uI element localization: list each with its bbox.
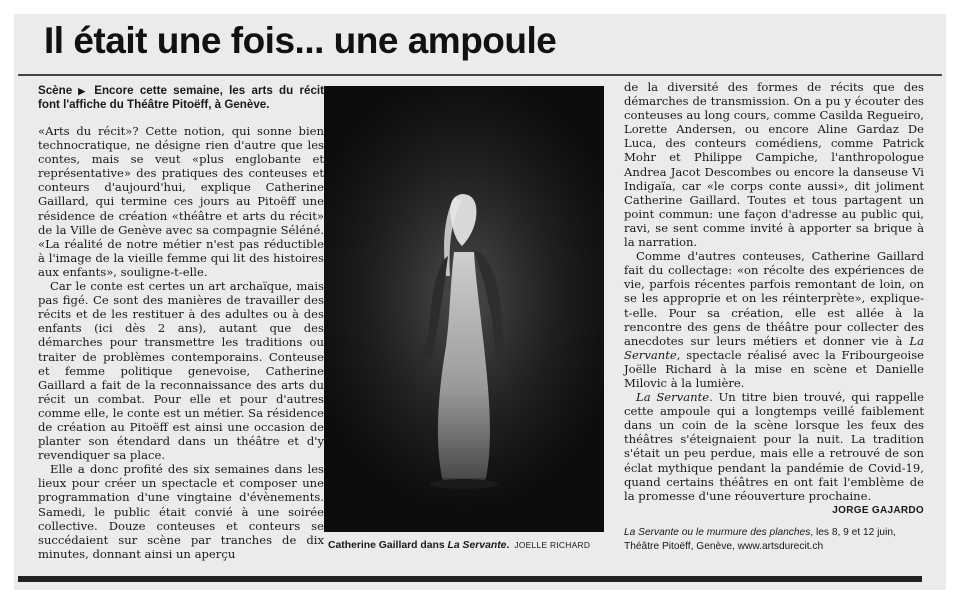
article-lead xyxy=(38,84,324,112)
show-venue: Théâtre Pitoëff, Genève, www.artsdurecit.ch xyxy=(624,540,824,552)
title-rule xyxy=(18,74,942,76)
show-info xyxy=(624,526,924,554)
article-photo xyxy=(324,86,604,532)
show-title: La Servante ou le murmure des planches xyxy=(624,526,811,538)
lead-text: Encore cette semaine, les arts du récit font l'affiche du Théâtre Pitoëff, à Genève. xyxy=(38,84,324,111)
caption-text: Catherine Gaillard dans La Servante. xyxy=(328,540,510,551)
paragraph: Elle a donc profité des six semaines dans les lieux pour créer un spectacle et composer une programmation d'une vingtaine d'évènements. Samedi, le public était convié à une soirée collective. Douze conteuses et conteurs se succédaient sur scène par tranches de dix minutes, donnant ainsi un aperçu xyxy=(38,462,324,561)
performer-figure xyxy=(324,86,604,532)
paragraph: Car le conte est certes un art archaïque, mais pas figé. Ce sont des manières de travailler des récits et de les restituer à des adultes ou à des enfants (ici dès 2 ans), autant que des démarches pour transmettre les traditions ou traiter de problèmes contemporains. Conteuse et femme politique genevoise, Catherine Gaillard a fait de la reconnaissance des arts du récit un combat. Pour elle et pour d'autres comme elle, le conte est un métier. Sa résidence de création au Pitoëff est ainsi une occasion de planter son étendard dans un théâtre et d'y revendiquer sa place. xyxy=(38,279,324,463)
paragraph: de la diversité des formes de récits que des démarches de transmission. On a pu y écouter des conteuses au long cours, comme Casilda Regueiro, Lorette Andersen, ou encore Aline Gardaz De Luca, des conteurs comédiens, comme Patrick Mohr et Philippe Campiche, l'anthropologue Andrea Jacot Descombes ou encore la danseuse Vi Indigaïa, car «le corps conte aussi», dit joliment Catherine Gaillard. Toutes et tous partagent un point commun: une façon d'adresse au public qui, ravi, se sent comme invité à apporter sa brique à la narration. xyxy=(624,80,924,250)
rubric-label: Scène xyxy=(38,84,73,97)
photo-caption xyxy=(328,540,618,551)
article-title: Il était une fois... une ampoule xyxy=(44,20,557,61)
bottom-rule xyxy=(18,576,922,582)
photo-credit: JOELLE RICHARD xyxy=(514,540,591,550)
rubric-arrow-icon: ▶ xyxy=(75,86,89,96)
column-left xyxy=(38,84,324,561)
show-dates: , les 8, 9 et 12 juin, xyxy=(810,526,896,538)
newspaper-page xyxy=(14,14,946,590)
paragraph: Comme d'autres conteuses, Catherine Gaillard fait du collectage: «on récolte des expériences de vie, parfois récentes parfois remontant de loin, on se les approprie et on les réinterprète», explique-t-elle. Pour sa création, elle est allée à la rencontre des gens de théâtre pour collecter des anecdotes sur leurs métiers et donner vie à La Servante, spectacle réalisé avec la Fribourgeoise Joëlle Richard à la mise en scène et Danielle Milovic à la lumière. xyxy=(624,249,924,390)
paragraph: La Servante. Un titre bien trouvé, qui rappelle cette ampoule qui a longtemps veillé faiblement dans un coin de la scène lorsque les feux des théâtres s'éteignaient pour la nuit. La tradition s'était un peu perdue, mais elle a retrouvé de son éclat mythique pendant la pandémie de Covid-19, quand certains théâtres en ont fait l'emblème de la promesse d'une réouverture prochaine. xyxy=(624,390,924,503)
paragraph: «Arts du récit»? Cette notion, qui sonne bien technocratique, ne désigne rien d'autre que les contes, mais se veut «plus englobante et représentative» des pratiques des conteuses et conteurs d'aujourd'hui, explique Catherine Gaillard, qui termine ces jours au Pitoëff une résidence de création «théâtre et arts du récit» de la Ville de Genève avec sa compagnie Séléné. «La réalité de notre métier n'est pas réductible à l'image de la vieille femme qui lit des histoires aux enfants», souligne-t-elle. xyxy=(38,124,325,279)
column-right xyxy=(624,80,924,554)
author-signature: JORGE GAJARDO xyxy=(832,504,924,516)
